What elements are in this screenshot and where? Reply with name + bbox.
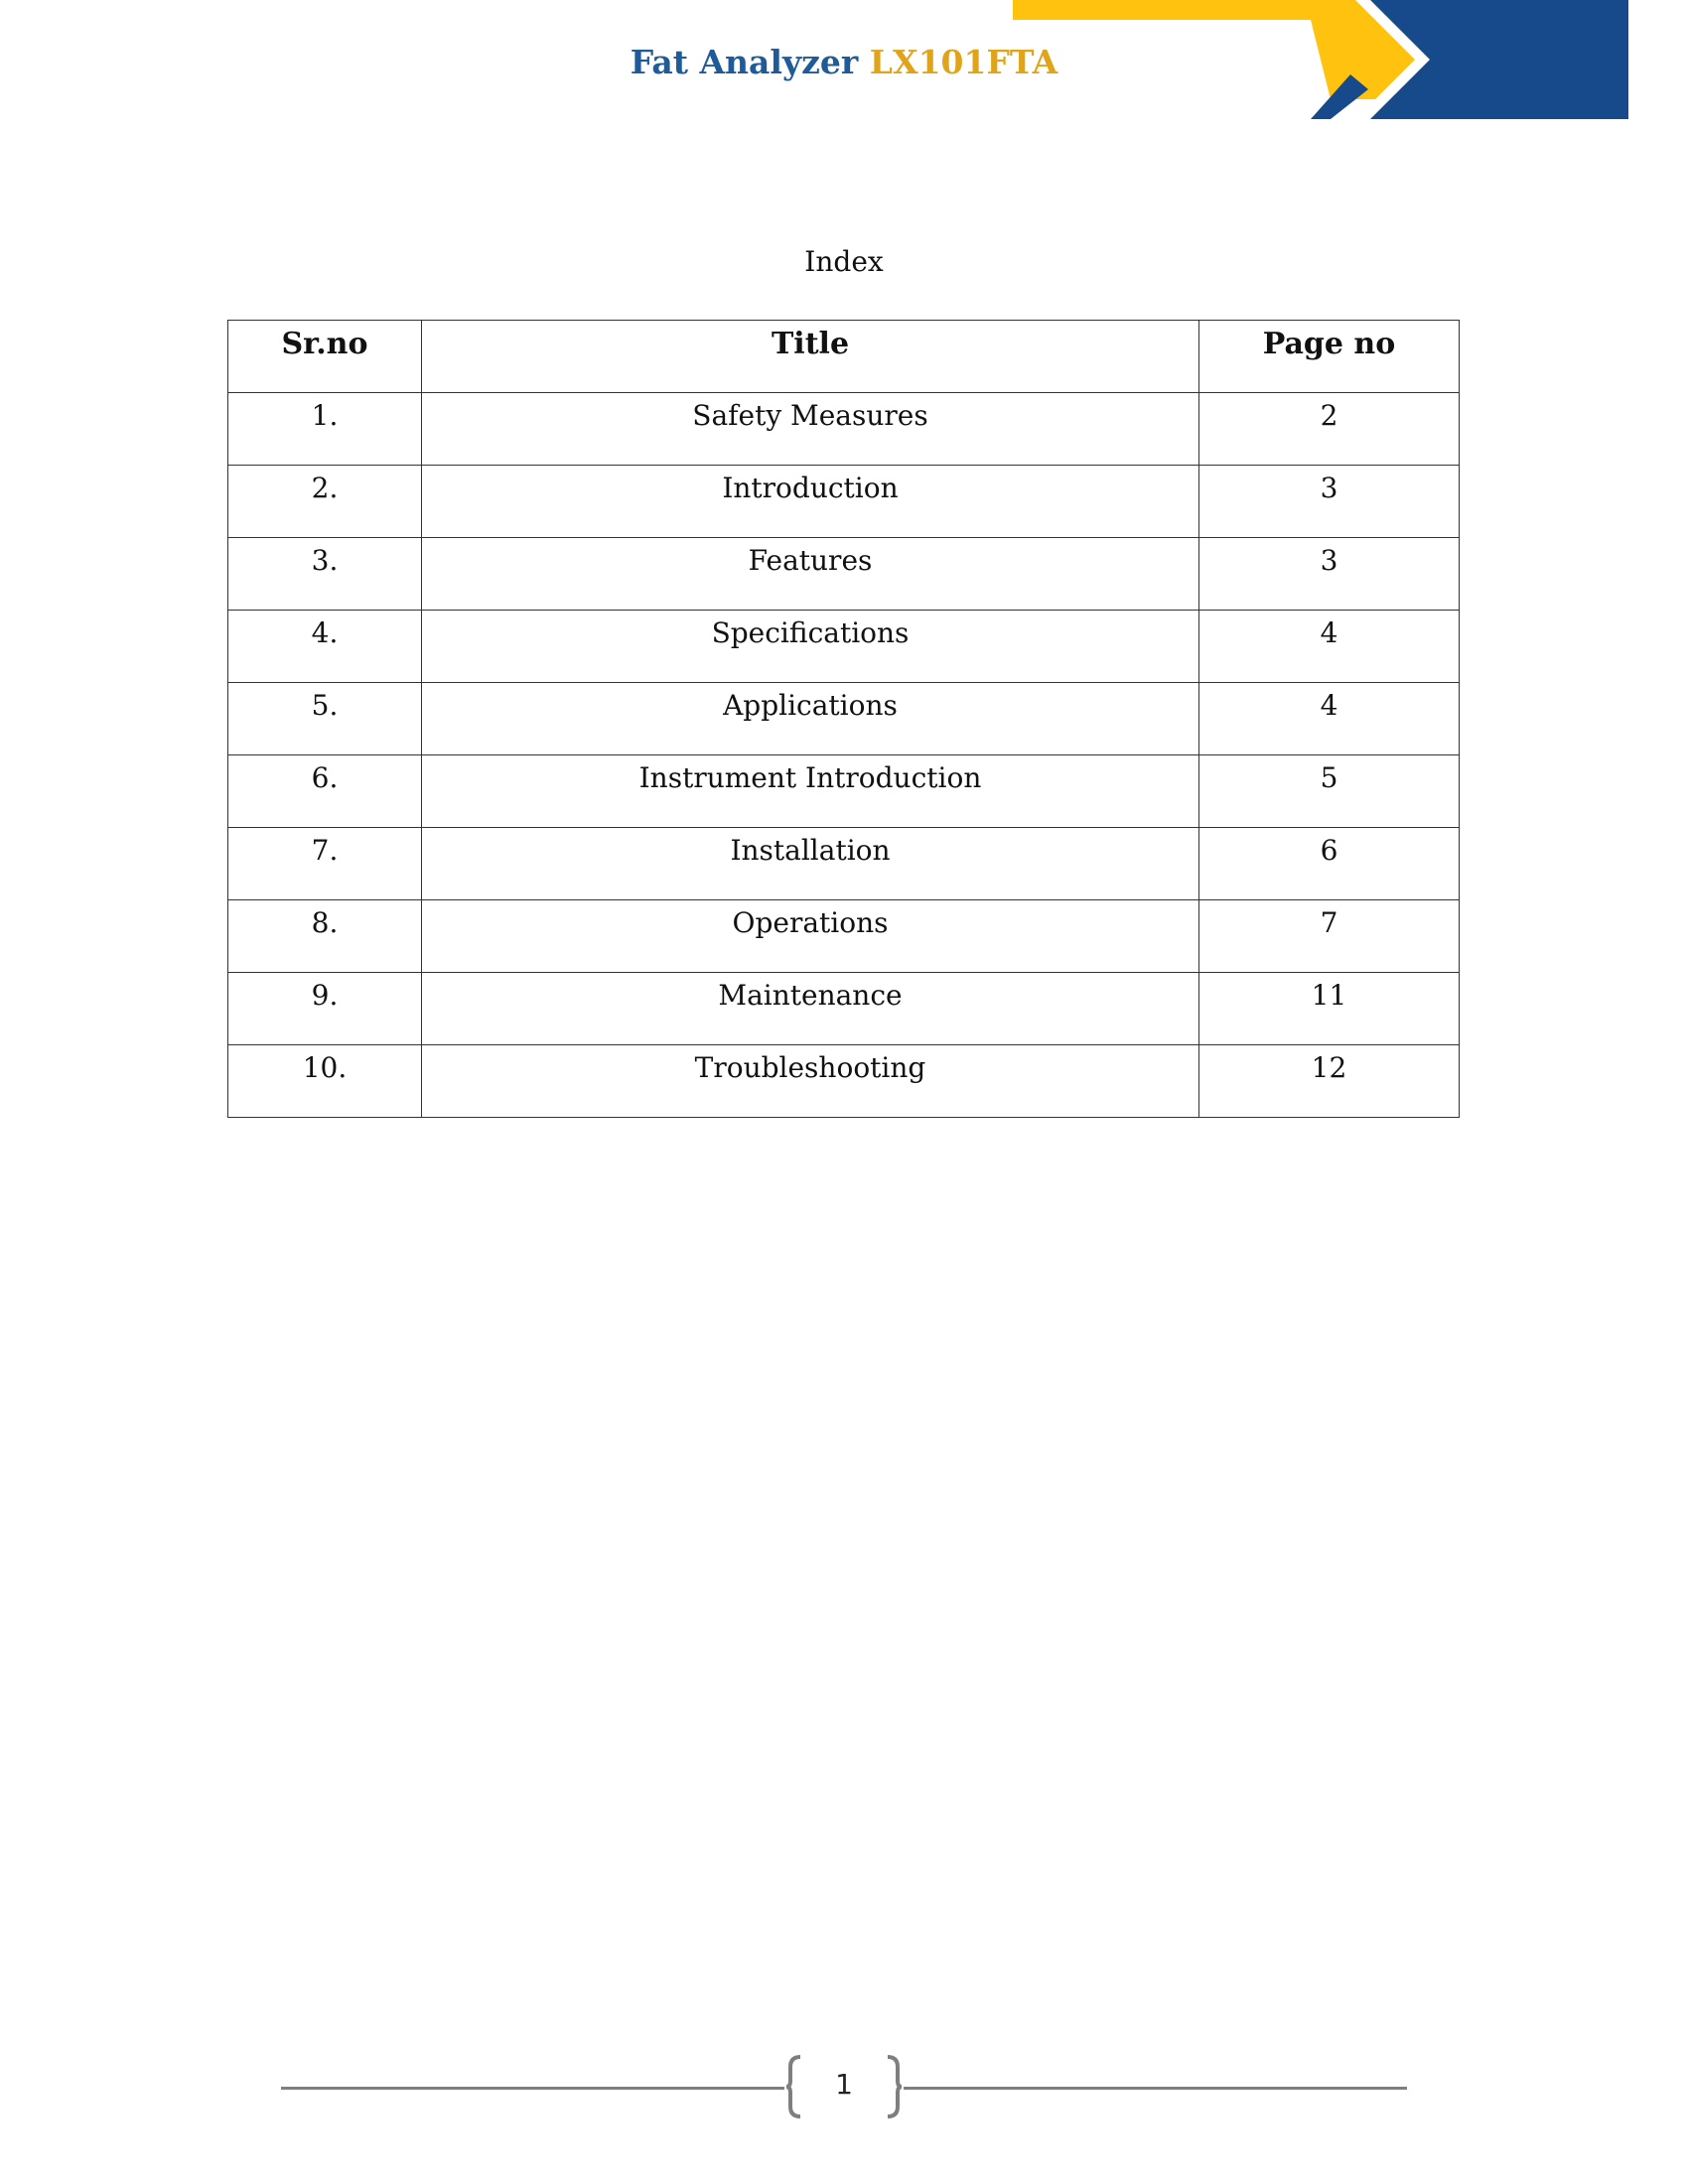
table-row [228,828,1460,900]
row-title: Safety Measures [422,393,1199,466]
row-title: Maintenance [422,973,1199,1045]
footer-rule-left [281,2087,784,2090]
row-title: Operations [422,900,1199,973]
row-page: 7 [1199,900,1460,973]
document-title-model: LX101FTA [869,43,1058,81]
row-title: Specifications [422,611,1199,683]
table-row [228,538,1460,611]
row-srno: 9. [228,973,422,1045]
document-title [0,43,1688,81]
table-row [228,1045,1460,1118]
row-srno: 5. [228,683,422,755]
table-row [228,973,1460,1045]
row-srno: 4. [228,611,422,683]
row-page: 4 [1199,611,1460,683]
row-title: Features [422,538,1199,611]
row-srno: 3. [228,538,422,611]
row-title: Installation [422,828,1199,900]
table-row [228,683,1460,755]
row-title: Applications [422,683,1199,755]
row-srno: 7. [228,828,422,900]
header-srno: Sr.no [228,321,422,393]
document-title-product: Fat Analyzer [630,43,859,81]
row-srno: 6. [228,755,422,828]
page-number: 1 [835,2068,853,2101]
header-title: Title [422,321,1199,393]
table-row [228,755,1460,828]
table-of-contents [227,320,1460,1118]
row-srno: 2. [228,466,422,538]
row-title: Introduction [422,466,1199,538]
row-page: 4 [1199,683,1460,755]
table-row [228,393,1460,466]
row-srno: 10. [228,1045,422,1118]
row-page: 12 [1199,1045,1460,1118]
table-row [228,611,1460,683]
row-title: Troubleshooting [422,1045,1199,1118]
table-row [228,466,1460,538]
header-page-no: Page no [1199,321,1460,393]
row-page: 3 [1199,466,1460,538]
row-srno: 8. [228,900,422,973]
row-srno: 1. [228,393,422,466]
table-row [228,900,1460,973]
table-header-row [228,321,1460,393]
row-page: 6 [1199,828,1460,900]
row-page: 11 [1199,973,1460,1045]
row-page: 5 [1199,755,1460,828]
row-page: 3 [1199,538,1460,611]
row-page: 2 [1199,393,1460,466]
footer-rule-right [904,2087,1407,2090]
row-title: Instrument Introduction [422,755,1199,828]
index-heading: Index [804,245,884,278]
